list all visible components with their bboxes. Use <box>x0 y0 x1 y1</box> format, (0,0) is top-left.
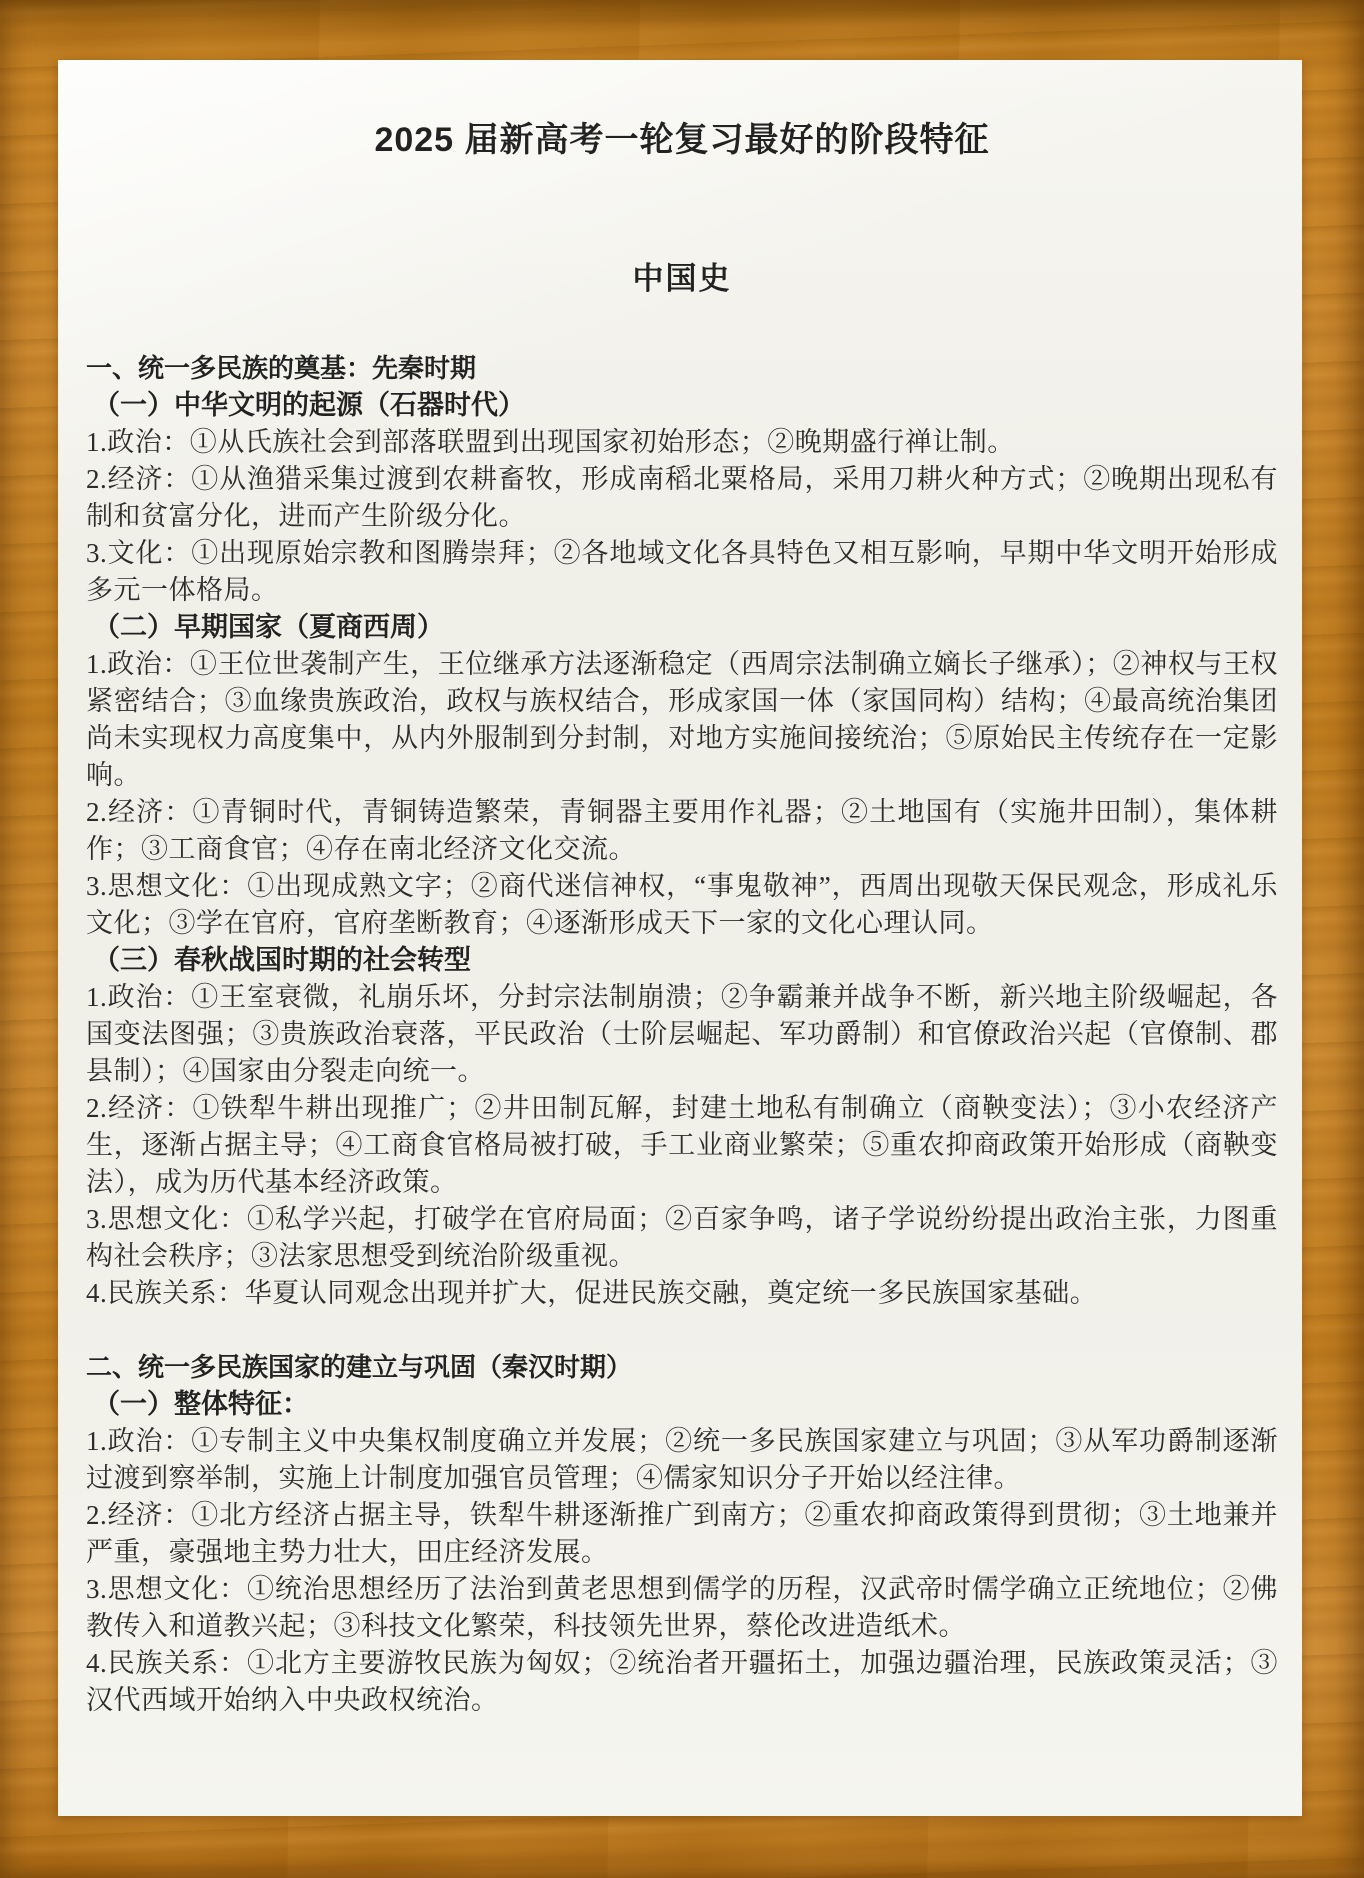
paragraph-thought-culture: 3.思想文化：①私学兴起，打破学在官府局面；②百家争鸣，诸子学说纷纷提出政治主张，力图重构社会秩序；③法家思想受到统治阶级重视。 <box>86 1204 1278 1271</box>
paragraph-economy: 2.经济：①青铜时代，青铜铸造繁荣，青铜器主要用作礼器；②土地国有（实施井田制），集体耕作；③工商食官；④存在南北经济文化交流。 <box>86 797 1278 864</box>
paragraph-culture: 3.文化：①出现原始宗教和图腾崇拜；②各地域文化各具特色又相互影响，早期中华文明开始形成多元一体格局。 <box>86 538 1278 605</box>
document-subtitle: 中国史 <box>632 261 732 296</box>
paragraph-thought-culture: 3.思想文化：①出现成熟文字；②商代迷信神权，“事鬼敬神”，西周出现敬天保民观念，形成礼乐文化；③学在官府，官府垄断教育；④逐渐形成天下一家的文化心理认同。 <box>86 871 1278 938</box>
paragraph-politics: 1.政治：①王位世袭制产生，王位继承方法逐渐稳定（西周宗法制确立嫡长子继承）；②神权与王权紧密结合；③血缘贵族政治，政权与族权结合，形成家国一体（家国同构）结构；④最高统治集团尚未实现权力高度集中，从内外服制到分封制，对地方实施间接统治；⑤原始民主传统存在一定影响。 <box>86 649 1278 790</box>
paragraph-politics: 1.政治：①王室衰微，礼崩乐坏，分封宗法制崩溃；②争霸兼并战争不断，新兴地主阶级崛起，各国变法图强；③贵族政治衰落，平民政治（士阶层崛起、军功爵制）和官僚政治兴起（官僚制、郡县制）；④国家由分裂走向统一。 <box>86 982 1278 1086</box>
paragraph-economy: 2.经济：①从渔猎采集过渡到农耕畜牧，形成南稻北粟格局，采用刀耕火种方式；②晚期出现私有制和贫富分化，进而产生阶级分化。 <box>86 464 1278 531</box>
paragraph-ethnic-relations: 4.民族关系：①北方主要游牧民族为匈奴；②统治者开疆拓土，加强边疆治理，民族政策灵活；③汉代西域开始纳入中央政权统治。 <box>86 1648 1278 1715</box>
document-title: 2025 届新高考一轮复习最好的阶段特征 <box>374 121 990 159</box>
paragraph-economy: 2.经济：①铁犁牛耕出现推广；②井田制瓦解，封建土地私有制确立（商鞅变法）；③小农经济产生，逐渐占据主导；④工商食官格局被打破，手工业商业繁荣；⑤重农抑商政策开始形成（商鞅变法），成为历代基本经济政策。 <box>86 1093 1278 1197</box>
paragraph-economy: 2.经济：①北方经济占据主导，铁犁牛耕逐渐推广到南方；②重农抑商政策得到贯彻；③土地兼并严重，豪强地主势力壮大，田庄经济发展。 <box>86 1500 1278 1567</box>
section-qin-han <box>86 1349 1278 1719</box>
section-heading-qin-han: 二、统一多民族国家的建立与巩固（秦汉时期） <box>86 1352 633 1382</box>
section-heading-pre-qin: 一、统一多民族的奠基：先秦时期 <box>86 353 477 383</box>
document-page <box>58 60 1302 1816</box>
section-pre-qin <box>86 350 1278 1312</box>
subsection-heading-overall-features: （一）整体特征： <box>93 1389 309 1419</box>
subsection-heading-spring-autumn: （三）春秋战国时期的社会转型 <box>93 945 471 975</box>
subsection-heading-early-state: （二）早期国家（夏商西周） <box>93 612 444 642</box>
paragraph-ethnic-relations: 4.民族关系：华夏认同观念出现并扩大，促进民族交融，奠定统一多民族国家基础。 <box>86 1278 1098 1308</box>
paragraph-politics: 1.政治：①从氏族社会到部落联盟到出现国家初始形态；②晚期盛行禅让制。 <box>86 427 1015 457</box>
subsection-heading-stone-age: （一）中华文明的起源（石器时代） <box>93 390 525 420</box>
paragraph-politics: 1.政治：①专制主义中央集权制度确立并发展；②统一多民族国家建立与巩固；③从军功爵制逐渐过渡到察举制，实施上计制度加强官员管理；④儒家知识分子开始以经注律。 <box>86 1426 1278 1493</box>
paragraph-thought-culture: 3.思想文化：①统治思想经历了法治到黄老思想到儒学的历程，汉武帝时儒学确立正统地位；②佛教传入和道教兴起；③科技文化繁荣，科技领先世界，蔡伦改进造纸术。 <box>86 1574 1278 1641</box>
